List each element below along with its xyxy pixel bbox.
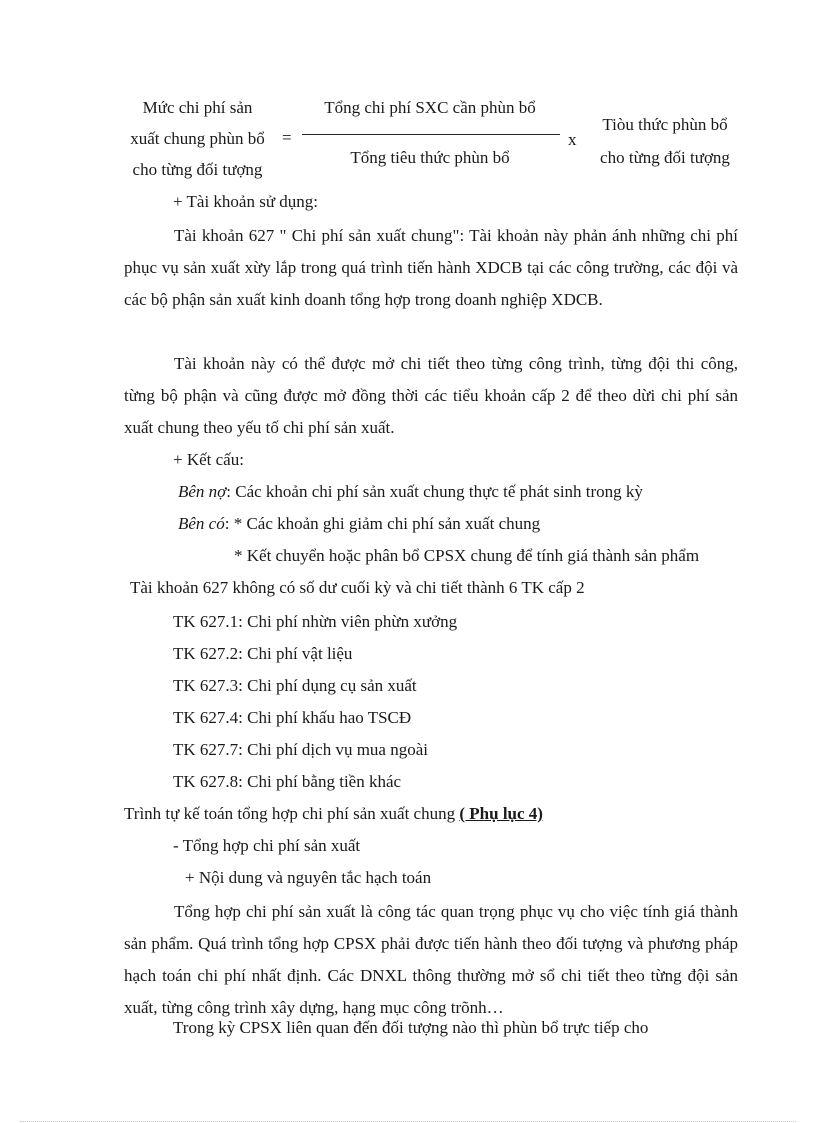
formula-numerator: Tổng chi phí SXC cần phùn bổ — [324, 98, 536, 117]
paragraph-account-detail: Tài khoản này có thể được mở chi tiết theo từng công trình, từng đội thi công, từng bộ phận và cũng được mở đồng thời các tiểu khoản cấp 2 để theo dừi chi phí sản xuất chung theo yếu tố chi phí sản xuất. — [124, 354, 738, 437]
credit-text: : * Các khoản ghi giảm chi phí sản xuất chung — [224, 514, 541, 533]
formula-equals: = — [282, 128, 292, 147]
sequence-text: Trình tự kế toán tổng hợp chi phí sản xuất chung — [124, 804, 460, 823]
formula-denominator: Tổng tiêu thức phùn bổ — [350, 148, 510, 167]
debit-line — [178, 482, 792, 502]
formula-right-line: Tiòu thức phùn bổ — [602, 115, 728, 134]
credit-label: Bên có — [178, 514, 225, 533]
appendix-reference: ( Phụ lục 4) — [459, 804, 543, 823]
formula-times: x — [568, 130, 577, 149]
sub-account-item: TK 627.3: Chi phí dụng cụ sản xuất — [173, 676, 417, 695]
formula-right-line: cho từng đối tượng — [600, 148, 730, 167]
last-line: Trong kỳ CPSX liên quan đến đối tượng nào thì phùn bổ trực tiếp cho — [173, 1018, 649, 1037]
account-used-heading: + Tài khoản sử dụng: — [173, 192, 319, 211]
structure-heading: + Kết cấu: — [173, 450, 244, 469]
page-bottom-border — [20, 1121, 796, 1122]
formula-left-line: cho từng đối tượng — [132, 160, 263, 179]
debit-text: : Các khoản chi phí sản xuất chung thực tế phát sinh trong kỳ — [226, 482, 643, 501]
fraction-bar — [302, 134, 560, 135]
sub-account-item: TK 627.1: Chi phí nhừn viên phừn xưởng — [173, 612, 458, 631]
no-balance-line: Tài khoản 627 không có số dư cuối kỳ và chi tiết thành 6 TK cấp 2 — [130, 578, 585, 597]
debit-label: Bên nợ — [178, 482, 227, 501]
aggregate-heading: - Tổng hợp chi phí sản xuất — [173, 836, 361, 855]
content-heading: + Nội dung và nguyên tắc hạch toán — [185, 868, 432, 887]
credit-line-2: * Kết chuyển hoặc phân bổ CPSX chung để tính giá thành sản phẩm — [234, 546, 700, 565]
allocation-formula — [110, 92, 760, 184]
sub-account-item: TK 627.8: Chi phí bằng tiền khác — [173, 772, 402, 791]
credit-line — [178, 514, 792, 534]
paragraph-account-627: Tài khoản 627 " Chi phí sản xuất chung": Tài khoản này phản ánh những chi phí phục vụ sản xuất xừy lắp trong quá trình tiến hành XDCB tại các công trường, các đội và các bộ phận sản xuất kinh doanh tổng hợp trong doanh nghiệp XDCB. — [124, 226, 738, 309]
formula-left-line: Mức chi phí sản — [142, 98, 253, 117]
sequence-line — [124, 804, 738, 824]
sub-account-item: TK 627.2: Chi phí vật liệu — [173, 644, 353, 663]
sub-account-item: TK 627.7: Chi phí dịch vụ mua ngoài — [173, 740, 428, 759]
formula-right-side — [590, 108, 740, 174]
paragraph-aggregate: Tổng hợp chi phí sản xuất là công tác quan trọng phục vụ cho việc tính giá thành sản phẩm. Quá trình tổng hợp CPSX phải được tiến hành theo đối tượng và phương pháp hạch toán chi phí nhất định. Các DNXL thông thường mở sổ chi tiết theo từng đội sản xuất, từng công trình xây dựng, hạng mục công trõnh… — [124, 902, 738, 1017]
formula-left-side — [110, 92, 285, 185]
sub-account-item: TK 627.4: Chi phí khấu hao TSCĐ — [173, 708, 412, 727]
formula-left-line: xuất chung phùn bổ — [130, 129, 265, 148]
